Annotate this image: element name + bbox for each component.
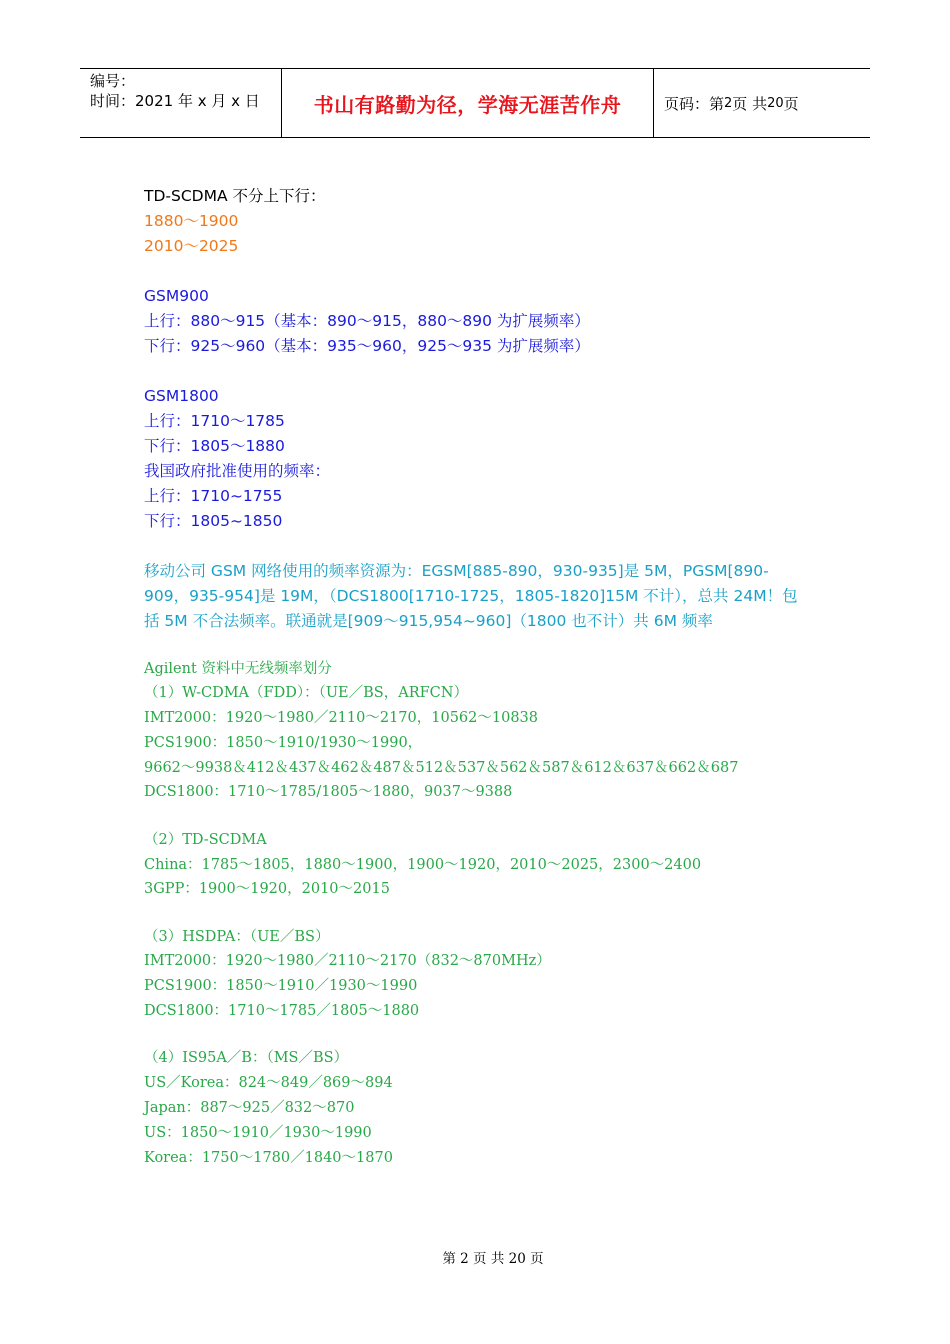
page-info-number: 2 [724, 95, 733, 111]
tdscdma-line: 3GPP：1900～1920，2010～2015 [144, 881, 390, 898]
footer-page-number: 第 2 页 共 20 页 [442, 1251, 544, 1267]
page-header [80, 68, 870, 138]
gov-approved-note: 我国政府批准使用的频率： [144, 462, 331, 480]
header-motto: 书山有路勤为径，学海无涯苦作舟 [282, 69, 654, 137]
gsm900-uplink: 上行：880～915（基本：890～915，880～890 为扩展频率） [144, 312, 590, 330]
operator-paragraph-line: 括 5M 不合法频率。联通就是[909～915,954~960]（1800 也不计）共 6M 频率 [144, 612, 713, 630]
hsdpa-line: （3）HSDPA：（UE／BS） [144, 928, 330, 945]
wcdma-line: （1）W-CDMA（FDD）：（UE／BS，ARFCN） [144, 685, 468, 702]
hsdpa-line: IMT2000：1920～1980／2110～2170（832～870MHz） [144, 953, 551, 970]
hsdpa-line: DCS1800：1710～1785／1805～1880 [144, 1003, 420, 1020]
page-info-prefix: 页码：第 [664, 94, 725, 113]
gsm1800-title: GSM1800 [144, 387, 219, 405]
time-label: 时间：2021 年 x 月 x 日 [90, 92, 260, 110]
page-info-total: 20 [767, 95, 784, 111]
wcdma-line: IMT2000：1920～1980／2110～2170，10562～10838 [144, 710, 539, 727]
operator-paragraph-line: 移动公司 GSM 网络使用的频率资源为：EGSM[885-890，930-935]是 5M，PGSM[890- [144, 562, 769, 580]
is95-line: Japan：887～925／832～870 [144, 1099, 355, 1116]
gov-downlink: 下行：1805~1850 [144, 512, 283, 530]
gsm1800-downlink: 下行：1805～1880 [144, 437, 285, 455]
page-footer [0, 1247, 950, 1267]
header-meta [80, 69, 282, 137]
wcdma-line: PCS1900：1850～1910/1930～1990， [144, 734, 423, 751]
is95-line: US／Korea：824～849／869～894 [144, 1075, 393, 1092]
gsm900-downlink: 下行：925～960（基本：935～960，925～935 为扩展频率） [144, 337, 590, 355]
tdscdma-line: （2）TD-SCDMA [144, 831, 267, 848]
page-info-suffix: 页 [783, 94, 799, 113]
operator-paragraph-line: 909，935-954]是 19M，（DCS1800[1710-1725，1805-1820]15M 不计），总共 24M！包 [144, 587, 798, 605]
gsm900-title: GSM900 [144, 287, 209, 305]
document-body [144, 184, 824, 1170]
td-band-line: 1880～1900 [144, 212, 239, 230]
is95-line: Korea：1750～1780／1840～1870 [144, 1149, 393, 1166]
header-page-info [654, 69, 870, 137]
wcdma-line: 9662～9938＆412＆437＆462＆487＆512＆537＆562＆587＆612＆637＆662＆687 [144, 759, 739, 776]
gov-uplink: 上行：1710~1755 [144, 487, 283, 505]
agilent-title: Agilent 资料中无线频率划分 [144, 660, 332, 677]
td-scdma-title: TD-SCDMA 不分上下行： [144, 187, 326, 205]
is95-line: US：1850～1910／1930～1990 [144, 1124, 372, 1141]
serial-label: 编号： [90, 72, 136, 90]
wcdma-line: DCS1800：1710～1785/1805～1880，9037～9388 [144, 784, 513, 801]
gsm1800-uplink: 上行：1710～1785 [144, 412, 285, 430]
page-info-mid: 页 共 [732, 94, 768, 113]
is95-line: （4）IS95A／B：（MS／BS） [144, 1050, 349, 1067]
td-band-line: 2010～2025 [144, 237, 239, 255]
tdscdma-line: China：1785～1805，1880～1900，1900～1920，2010～2025，2300～2400 [144, 856, 702, 873]
hsdpa-line: PCS1900：1850～1910／1930～1990 [144, 978, 418, 995]
